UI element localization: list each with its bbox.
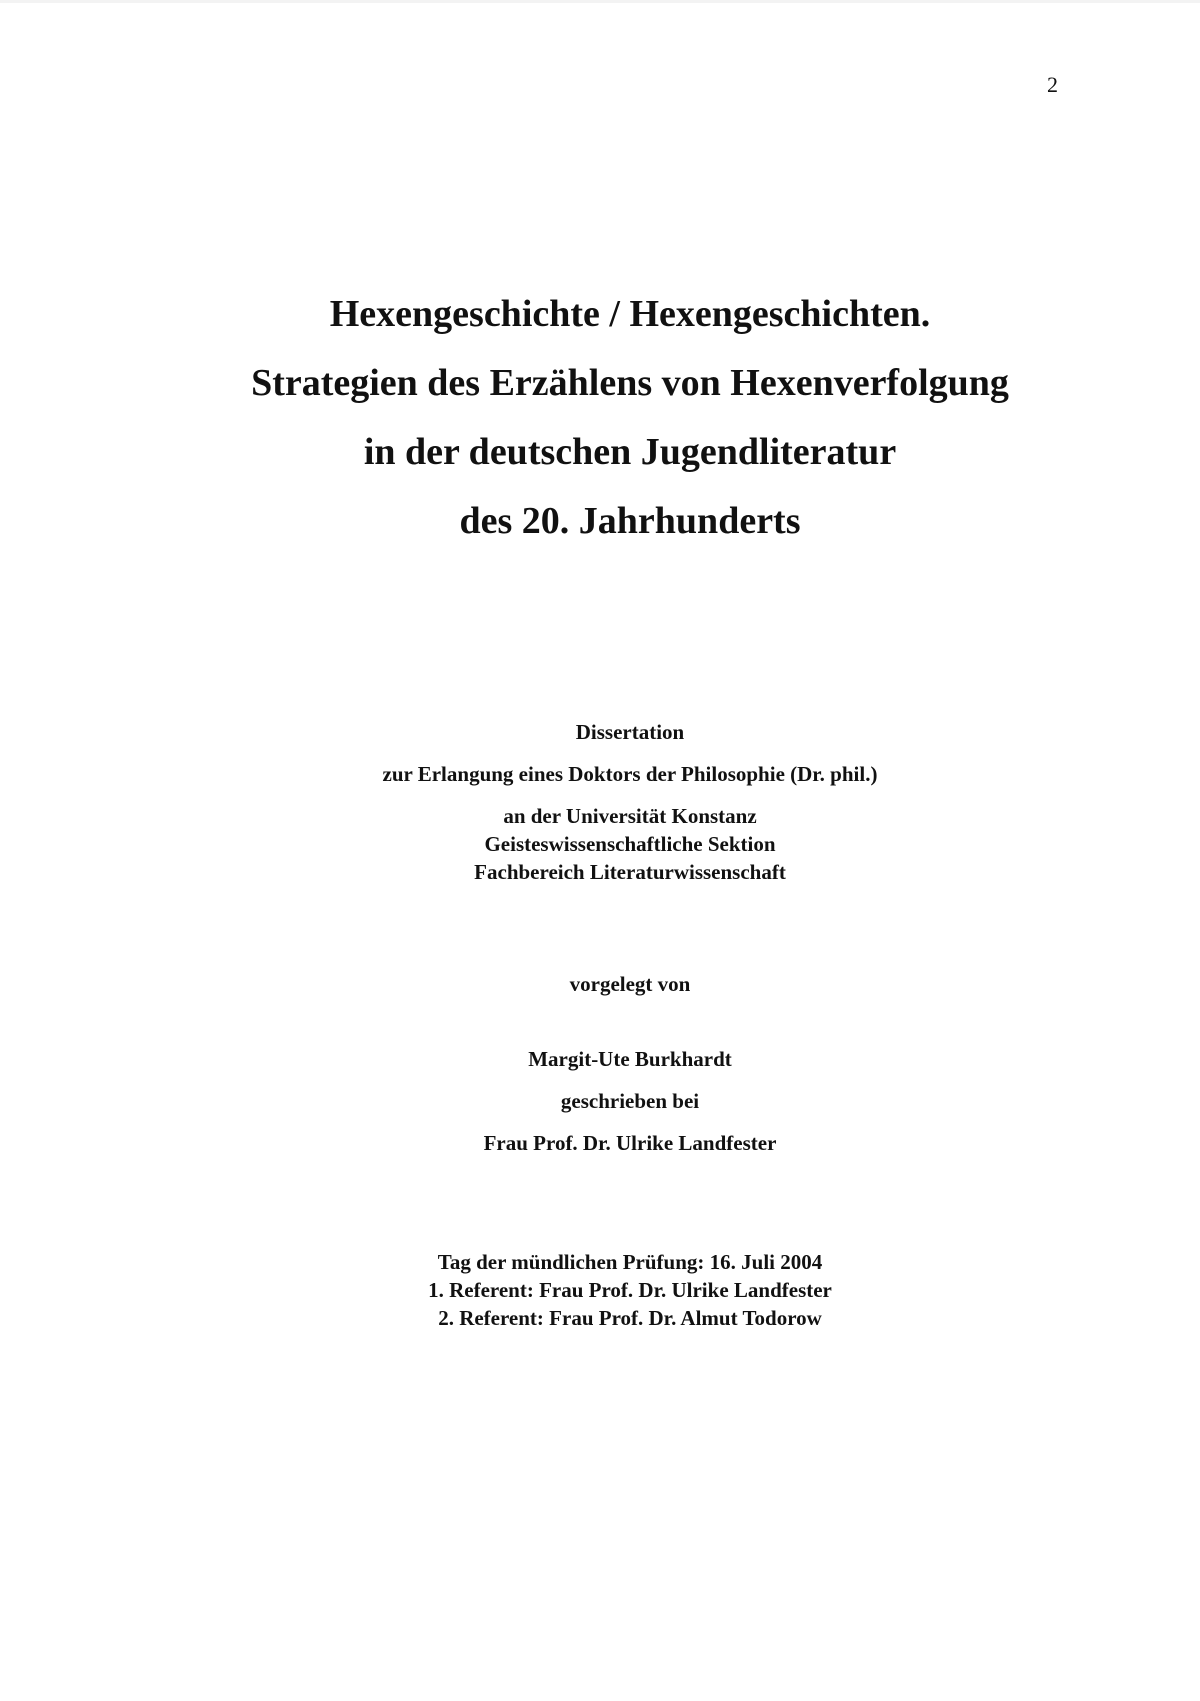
- institution-line-3: Fachbereich Literaturwissenschaft: [474, 860, 786, 884]
- supervisor-name: Frau Prof. Dr. Ulrike Landfester: [483, 1131, 777, 1155]
- institution-line-1: an der Universität Konstanz: [503, 804, 757, 828]
- written-with-label: geschrieben bei: [560, 1089, 700, 1113]
- dissertation-purpose-text: zur Erlangung eines Doktors der Philosophie (Dr. phil.): [382, 762, 878, 786]
- presented-by-label: [0, 970, 1200, 998]
- dissertation-purpose: [0, 760, 1200, 788]
- title-line-3: in der deutschen Jugendliteratur: [363, 431, 897, 473]
- dissertation-label: [0, 718, 1200, 746]
- title-line-2: Strategien des Erzählens von Hexenverfolgung: [251, 362, 1009, 404]
- page-number: 2: [1047, 72, 1058, 97]
- title-line-1: Hexengeschichte / Hexengeschichten.: [329, 293, 931, 335]
- referent-1: 1. Referent: Frau Prof. Dr. Ulrike Landfester: [428, 1278, 832, 1302]
- author-block: [0, 1038, 1200, 1164]
- presented-by-text: vorgelegt von: [569, 972, 691, 996]
- title-line-4: des 20. Jahrhunderts: [459, 500, 801, 542]
- examination-block: [0, 1248, 1200, 1332]
- institution-line-2: Geisteswissenschaftliche Sektion: [484, 832, 776, 856]
- referent-2: 2. Referent: Frau Prof. Dr. Almut Todorow: [438, 1306, 822, 1330]
- author-name: Margit-Ute Burkhardt: [528, 1047, 732, 1071]
- institution-block: [0, 802, 1200, 886]
- page-top-edge: [0, 0, 1200, 3]
- thesis-title: [0, 280, 1200, 556]
- exam-date: Tag der mündlichen Prüfung: 16. Juli 2004: [437, 1250, 823, 1274]
- dissertation-label-text: Dissertation: [575, 720, 685, 744]
